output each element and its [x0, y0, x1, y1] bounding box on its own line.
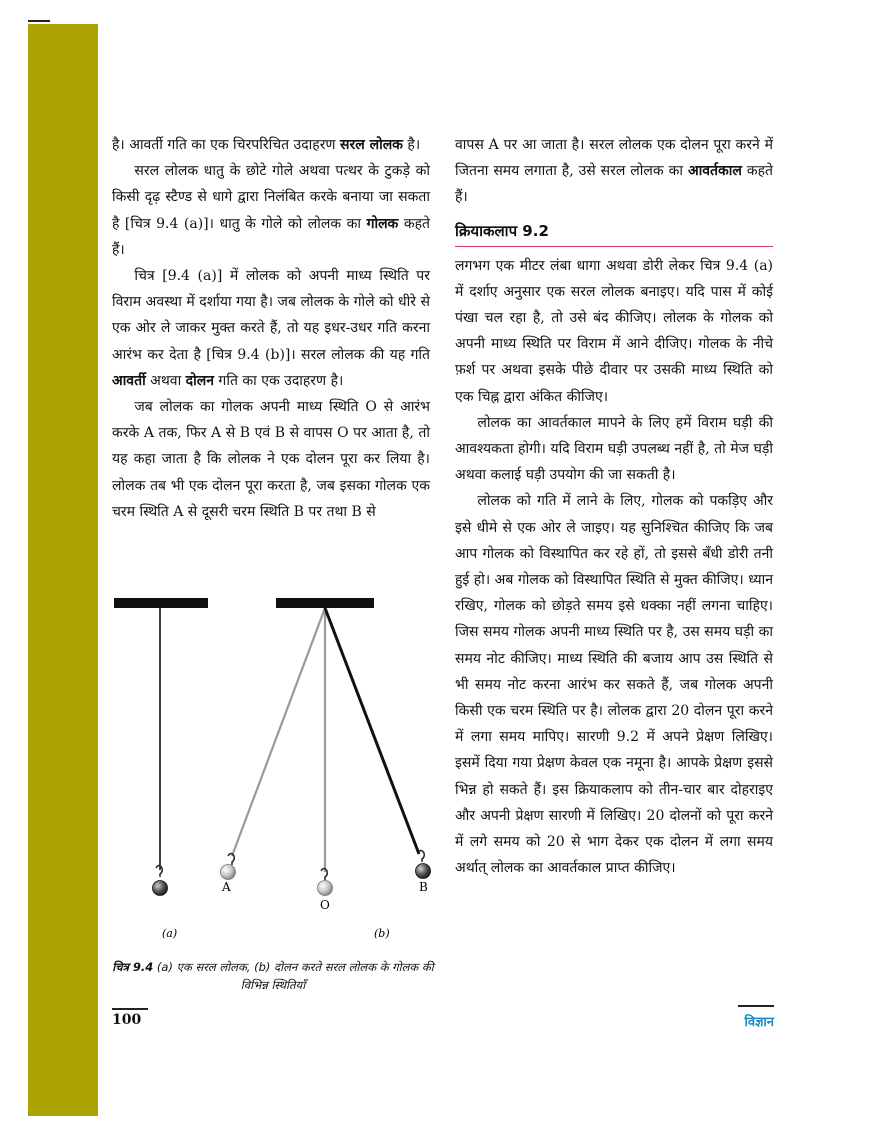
label-a: A	[222, 880, 231, 894]
activity-heading: क्रियाकलाप 9.2	[455, 216, 773, 247]
term-oscillatory: दोलन	[185, 372, 214, 389]
paragraph: वापस A पर आ जाता है। सरल लोलक एक दोलन पूरा करने में जितना समय लगाता है, उसे सरल लोलक का आवर्तकाल कहते हैं।	[455, 137, 773, 206]
subfigure-label-b: (b)	[374, 927, 390, 940]
term-simple-pendulum: सरल लोलक	[340, 137, 403, 153]
paragraph: सरल लोलक धातु के छोटे गोले अथवा पत्थर के टुकड़े को किसी दृढ़ स्टैण्ड से धागे द्वारा निलंबित करके बनाया जा सकता है [चित्र 9.4 (a)]। धातु के गोले को लोलक का गोलक कहते हैं।	[112, 163, 430, 258]
paragraph: चित्र [9.4 (a)] में लोलक को अपनी माध्य स्थिति पर विराम अवस्था में दर्शाया गया है। जब लोलक के गोले को धीरे से एक ओर ले जाकर मुक्त करते हैं, तो यह इधर-उधर गति करना आरंभ कर देता है [चित्र 9.4 (b)]। सरल लोलक की यह गति आवर्ती अथवा दोलन गति का एक उदाहरण है।	[112, 268, 430, 389]
stand-b	[276, 598, 374, 608]
footer-rule	[738, 1005, 774, 1007]
paragraph: है। आवर्ती गति का एक चिरपरिचित उदाहरण सरल लोलक है।	[112, 137, 421, 153]
label-o: O	[320, 898, 330, 912]
left-column	[112, 132, 430, 525]
subfigure-label-a: (a)	[162, 927, 178, 940]
right-column	[455, 132, 773, 881]
pendulum-figure	[108, 592, 438, 942]
book-name: विज्ञान	[744, 1015, 774, 1030]
label-b: B	[419, 880, 428, 894]
figure-caption: चित्र 9.4 (a) एक सरल लोलक, (b) दोलन करते सरल लोलक के गोलक की विभिन्न स्थितियाँ	[112, 960, 434, 992]
paragraph: लगभग एक मीटर लंबा धागा अथवा डोरी लेकर चित्र 9.4 (a) में दर्शाए अनुसार एक सरल लोलक बनाइए। यदि पास में कोई पंखा चल रहा है, तो उसे बंद कीजिए। लोलक के गोलक को अपनी माध्य स्थिति पर विराम में आने दीजिए। गोलक के नीचे फ़र्श पर अथवा इसके पीछे दीवार पर उसकी माध्य स्थिति को एक चिह्न द्वारा अंकित कीजिए।	[455, 257, 773, 405]
paragraph: जब लोलक का गोलक अपनी माध्य स्थिति O से आरंभ करके A तक, फिर A से B एवं B से वापस O पर आता है, तो यह कहा जाता है कि लोलक ने एक दोलन पूरा कर लिया है। लोलक तब भी एक दोलन पूरा करता है, जब इसका गोलक एक चरम स्थिति A से दूसरी चरम स्थिति B पर तथा B से	[112, 399, 430, 520]
page-number: 100	[112, 1012, 142, 1028]
stand-a	[114, 598, 208, 608]
hook-a	[156, 866, 162, 878]
figure-number: चित्र 9.4	[112, 960, 154, 974]
term-time-period: आवर्तकाल	[687, 163, 742, 180]
term-bob: गोलक	[366, 215, 399, 232]
string-to-a	[232, 608, 325, 856]
top-corner-mark	[28, 20, 50, 22]
bob-a	[153, 881, 168, 896]
bob-pos-o	[318, 881, 333, 896]
bob-pos-a	[221, 865, 236, 880]
paragraph: लोलक का आवर्तकाल मापने के लिए हमें विराम घड़ी की आवश्यकता होगी। यदि विराम घड़ी उपलब्ध नहीं है, तो मेज घड़ी अथवा कलाई घड़ी उपयोग की जा सकती है।	[455, 414, 773, 484]
bob-pos-b	[416, 864, 431, 879]
footer-rule	[112, 1008, 148, 1010]
hook-pos-b	[418, 851, 424, 863]
term-periodic: आवर्ती	[112, 372, 146, 389]
string-to-b	[325, 608, 419, 854]
side-color-band	[28, 24, 98, 1116]
paragraph: लोलक को गति में लाने के लिए, गोलक को पकड़िए और इसे धीमे से एक ओर ले जाइए। यह सुनिश्चित कीजिए कि जब आप गोलक को विस्थापित कर रहे हों, तो इससे बँधी डोरी तनी हुई हो। अब गोलक को विस्थापित स्थिति से मुक्त कीजिए। ध्यान रखिए, गोलक को छोड़ते समय इसे धक्का नहीं लगना चाहिए। जिस समय गोलक अपनी माध्य स्थिति पर है, उस समय घड़ी का समय नोट कीजिए। माध्य स्थिति की बजाय आप उस स्थिति से भी समय नोट करना आरंभ कर सकते हैं, जब गोलक अपनी किसी एक चरम स्थिति पर है। लोलक द्वारा 20 दोलन पूरा करने में लगा समय मापिए। सारणी 9.2 में अपने प्रेक्षण लिखिए। इसमें दिया गया प्रेक्षण केवल एक नमूना है। आपके प्रेक्षण इससे भिन्न हो सकते हैं। इस क्रियाकलाप को तीन-चार बार दोहराइए और अपनी प्रेक्षण सारणी में लिखिए। 20 दोलनों को पूरा करने में लगे समय को 20 से भाग देकर एक दोलन में लगा समय अर्थात् लोलक का आवर्तकाल प्राप्त कीजिए।	[455, 493, 773, 877]
